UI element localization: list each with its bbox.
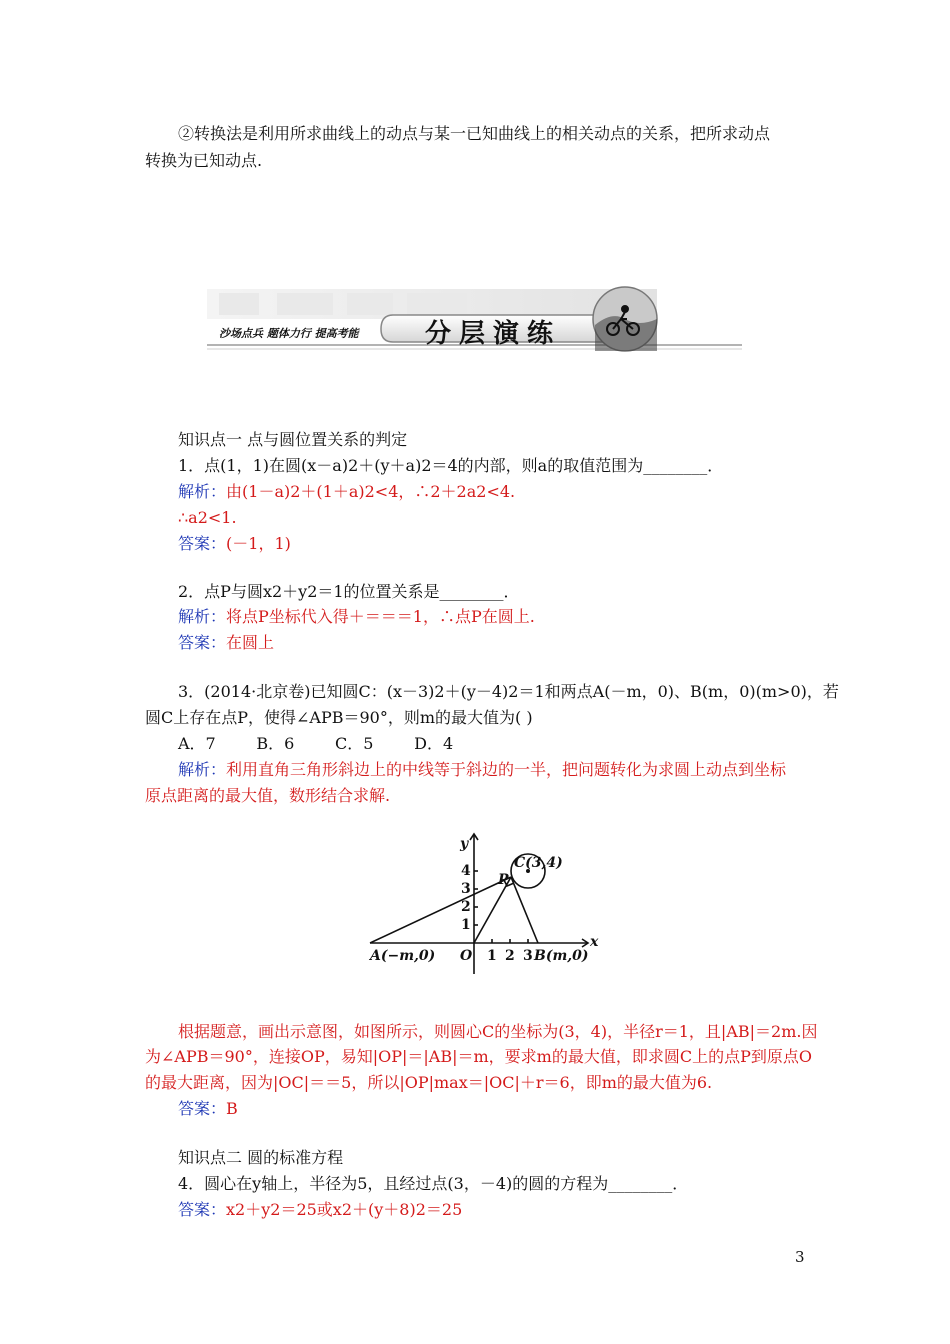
- q3-figure: [366, 824, 599, 980]
- q1-answer-label: 答案：: [178, 534, 227, 553]
- q3-jiexi-1: 利用直角三角形斜边上的中线等于斜边的一半，把问题转化为求圆上动点到坐标: [226, 760, 787, 779]
- intro-line-2: 转换为已知动点.: [145, 151, 263, 170]
- q3-options: A．7 B．6 C．5 D．4: [178, 734, 454, 753]
- q3-stem-1: 3．(2014·北京卷)已知圆C：(x－3)2＋(y－4)2＝1和两点A(－m，0)、B(m，0)(m>0)，若: [178, 682, 839, 701]
- page-number: 3: [795, 1248, 805, 1266]
- q2-answer: [178, 633, 274, 653]
- fig-point-a: A(−m,0): [370, 948, 436, 964]
- q2-answer-label: 答案：: [178, 633, 227, 652]
- q3-jiexi-label: 解析：: [178, 760, 227, 779]
- section-heading-1: 知识点一 点与圆位置关系的判定: [178, 430, 408, 449]
- fig-point-c: C(3,4): [514, 855, 563, 871]
- q2-jiexi: 将点P坐标代入得＋＝＝＝1，∴点P在圆上.: [226, 607, 535, 626]
- banner-slogan: 沙场点兵 题体力行 提高考能: [219, 327, 359, 340]
- q3-answer-label: 答案：: [178, 1099, 227, 1118]
- fig-ytick-3: 3: [461, 881, 471, 897]
- banner-title: 分层演练: [425, 319, 562, 349]
- q3-expl-1: 根据题意，画出示意图，如图所示，则圆心C的坐标为(3，4)，半径r＝1，且|AB|＝2m.因: [178, 1022, 818, 1041]
- fig-point-p: P: [498, 872, 509, 888]
- q2-stem: 2．点P与圆x2＋y2＝1的位置关系是________．: [178, 582, 520, 601]
- q1-solution-2: ∴a2<1.: [178, 508, 237, 527]
- q1-answer: [178, 534, 291, 554]
- fig-y-label: y: [460, 836, 469, 852]
- q2-answer-value: 在圆上: [226, 633, 275, 652]
- q2-jiexi-label: 解析：: [178, 607, 227, 626]
- fig-x-label: x: [590, 934, 599, 950]
- q1-answer-value: (－1，1): [226, 534, 291, 553]
- fig-origin: O: [460, 948, 473, 964]
- q3-solution-2: 原点距离的最大值，数形结合求解.: [145, 786, 391, 805]
- fig-xtick-1: 1: [487, 948, 497, 964]
- q3-solution-1: [178, 760, 786, 780]
- fig-ytick-4: 4: [461, 863, 471, 879]
- fig-ytick-1: 1: [461, 917, 471, 933]
- section-banner: [207, 285, 742, 353]
- q1-jiexi: 由(1－a)2＋(1＋a)2<4，∴2＋2a2<4.: [226, 482, 516, 501]
- q3-expl-2: 为∠APB＝90°，连接OP，易知|OP|＝|AB|＝m，要求m的最大值，即求圆C上的点P到原点O: [145, 1047, 812, 1066]
- q4-answer-value: x2＋y2＝25或x2＋(y＋8)2＝25: [226, 1200, 463, 1219]
- q4-answer-label: 答案：: [178, 1200, 227, 1219]
- q2-solution: [178, 607, 535, 627]
- q3-answer: [178, 1099, 238, 1119]
- intro-line-1: ②转换法是利用所求曲线上的动点与某一已知曲线上的相关动点的关系，把所求动点: [178, 124, 771, 143]
- q3-stem-2: 圆C上存在点P，使得∠APB＝90°，则m的最大值为( ): [145, 708, 533, 727]
- q1-solution: [178, 482, 515, 502]
- section-heading-2: 知识点二 圆的标准方程: [178, 1148, 344, 1167]
- q4-stem: 4．圆心在y轴上，半径为5，且经过点(3，－4)的圆的方程为________．: [178, 1174, 689, 1193]
- coordinate-diagram: [366, 824, 599, 980]
- q1-jiexi-label: 解析：: [178, 482, 227, 501]
- fig-xtick-3: 3: [523, 948, 533, 964]
- fig-ytick-2: 2: [461, 899, 471, 915]
- q4-answer: [178, 1200, 462, 1220]
- fig-xtick-2: 2: [505, 948, 515, 964]
- fig-point-b: B(m,0): [534, 948, 589, 964]
- q3-answer-value: B: [226, 1099, 238, 1118]
- q3-expl-3: 的最大距离，因为|OC|＝＝5，所以|OP|max＝|OC|＋r＝6，即m的最大值为6.: [145, 1073, 713, 1092]
- q1-stem: 1．点(1，1)在圆(x－a)2＋(y＋a)2＝4的内部，则a的取值范围为________．: [178, 456, 724, 475]
